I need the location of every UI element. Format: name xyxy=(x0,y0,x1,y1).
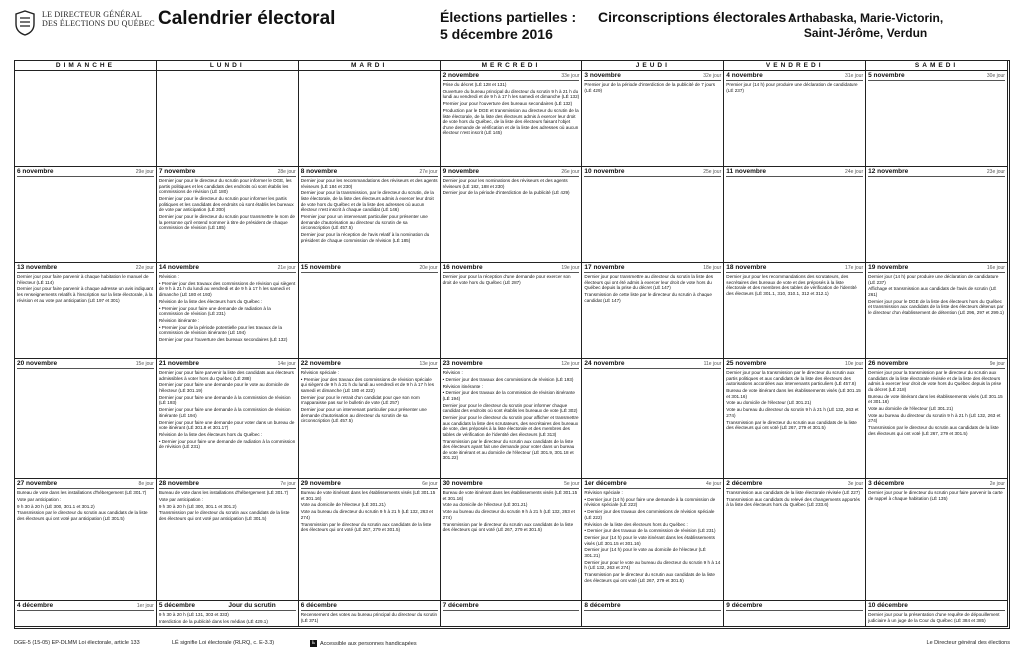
calendar-day-cell xyxy=(299,359,441,479)
cell-header xyxy=(17,263,154,273)
cell-header xyxy=(443,479,580,489)
event-item: Vote par anticipation : xyxy=(158,496,204,502)
cell-header xyxy=(443,71,580,81)
cell-date: 1er décembre xyxy=(584,480,627,487)
accessible-icon: ♿ xyxy=(311,640,316,646)
election-day-label: Jour du scrutin xyxy=(228,602,276,609)
calendar-day-cell xyxy=(582,479,724,601)
event-item: Dernier jour pour la réception de l'avis relatif à la nomination du président de chaque commission de révision (LÉ 185) xyxy=(300,231,430,243)
cell-date: 30 novembre xyxy=(442,480,483,487)
cell-header xyxy=(17,359,154,369)
event-item: Dernier jour pour les recommandations des réviseurs et des agents réviseurs (LÉ 184 et 230) xyxy=(300,178,438,189)
calendar-day-cell xyxy=(724,167,866,263)
event-item: Dernier jour de la période d'interdiction de la publicité (LÉ 429) xyxy=(442,190,570,196)
cell-header xyxy=(726,167,863,177)
day-header: VENDREDI xyxy=(724,61,866,71)
calendar-day-cell xyxy=(582,167,724,263)
event-item: Prise du décret (LÉ 128 et 131) xyxy=(442,82,507,87)
event-item: Vote au bureau du directeur du scrutin 9 h à 21 h (LÉ 132, 263 et 274) xyxy=(868,412,1001,424)
event-item: Bureau de vote dans les installations d'hébergement (LÉ 301.7) xyxy=(158,490,289,495)
cell-header xyxy=(584,479,721,489)
cell-date: 26 novembre xyxy=(868,360,909,367)
cell-header xyxy=(443,263,580,273)
cell-header xyxy=(301,601,438,611)
cell-header xyxy=(584,167,721,177)
cell-date: 8 décembre xyxy=(584,602,621,609)
cell-header xyxy=(159,167,296,177)
countdown-day: 15e jour xyxy=(135,361,154,367)
event-item: Dernier jour pour faire une demande à la commission de révision itinérante (LÉ 194) xyxy=(158,407,291,418)
event-item: Dernier jour (14 h) pour produire une déclaration de candidature (LÉ 237) xyxy=(868,274,999,285)
event-item: Vote au bureau du directeur du scrutin 9 h à 21 h (LÉ 132, 263 et 274) xyxy=(300,509,433,520)
event-item: Dernier jour pour l'ouverture des bureaux secondaires (LÉ 132) xyxy=(158,337,288,343)
event-item: Transmission par le directeur du scrutin aux candidats de la liste des électeurs qui ont voté par anticipation (LÉ 301.5) xyxy=(17,510,148,521)
countdown-day: 9e jour xyxy=(989,361,1005,367)
event-item: Dernier jour pour faire une demande pour voter dans un bureau de vote itinérant (LÉ 301.8 et 301.17) xyxy=(158,419,295,431)
organization-line-1: LE DIRECTEUR GÉNÉRAL xyxy=(42,10,142,19)
cell-events xyxy=(17,274,154,303)
event-item: Transmission par le directeur du scrutin aux candidats de la liste des électeurs qui ont voté (LÉ 267, 279 et 301.5) xyxy=(300,521,432,533)
page-header xyxy=(0,0,1024,56)
cell-events xyxy=(301,612,438,623)
cell-date: 6 novembre xyxy=(17,168,54,175)
countdown-day: 3e jour xyxy=(847,481,864,487)
countdown-day: 30e jour xyxy=(986,73,1005,79)
event-item: Premier jour de la période d'interdiction de la publicité de 7 jours (LÉ 429) xyxy=(584,82,716,93)
cell-events xyxy=(301,178,438,243)
countdown-day: 19e jour xyxy=(561,265,580,271)
calendar-grid xyxy=(14,60,1010,629)
countdown-day: 17e jour xyxy=(845,265,864,271)
cell-date: 4 décembre xyxy=(17,602,54,609)
event-item: Dernier jour (14 h) pour le vote itinérant dans les établissements visés (LÉ 301.15 et 301.16) xyxy=(584,535,715,546)
form-code: DGE-5 (15-05) EP-DLMM Loi électorale, article 133 xyxy=(14,640,140,646)
calendar-day-cell xyxy=(441,71,583,167)
cell-header xyxy=(159,359,296,369)
event-item: Transmission par le directeur du scrutin aux candidats de la liste des électeurs qui ont voté (LÉ 267, 279 et 301.5) xyxy=(868,425,999,436)
cell-header xyxy=(443,601,580,611)
ridings-line-1: Arthabaska, Marie-Victorin, xyxy=(788,11,944,25)
event-item: Révision spéciale : xyxy=(584,490,623,495)
event-item: Dernier jour (14 h) pour le vote au domicile de l'électeur (LÉ 301.21) xyxy=(584,547,706,559)
event-item: • Dernier jour pour faire une demande de radiation à la commission de révision (LÉ 231) xyxy=(158,438,296,450)
event-item: Transmission aux candidats du relevé des changements apportés à la liste des électeurs hors du Québec (LÉ 233.6) xyxy=(726,496,860,508)
day-header: JEUDI xyxy=(582,61,724,71)
event-item: Dernier jour pour les recommandations des scrutateurs, des secrétaires des bureaux de vote et des préposés à la liste électorale et des membres des tables de vérification de l'identité des électeurs (LÉ 301.1, 310, 310.1, 312 et 312.1) xyxy=(726,274,857,296)
cell-date: 19 novembre xyxy=(868,264,909,271)
event-item: Vote au domicile de l'électeur (LÉ 301.21) xyxy=(300,502,386,508)
organization-line-2: DES ÉLECTIONS DU QUÉBEC xyxy=(42,19,155,28)
cell-header xyxy=(868,479,1005,489)
cell-date: 7 décembre xyxy=(442,602,479,609)
calendar-day-cell xyxy=(866,479,1008,601)
cell-events xyxy=(159,612,296,624)
event-item: Dernier jour pour faire parvenir la liste des candidats aux électeurs admissibles à voter hors du Québec (LÉ 288) xyxy=(158,370,294,381)
cell-date: 12 novembre xyxy=(868,168,909,175)
event-item: Premier jour pour un intervenant particulier pour présenter une demande d'autorisation au directeur du scrutin de sa circonscription (LÉ 457.5) xyxy=(300,213,428,231)
cell-header xyxy=(584,71,721,81)
cell-date: 20 novembre xyxy=(17,360,58,367)
footer-organization: Le Directeur général des élections xyxy=(926,640,1010,646)
cell-date: 28 novembre xyxy=(158,480,199,487)
cell-date: 7 novembre xyxy=(158,168,196,175)
cell-date: 29 novembre xyxy=(300,480,341,487)
cell-events xyxy=(868,274,1005,316)
event-item: Transmission aux candidats de la liste électorale révisée (LÉ 227) xyxy=(726,490,860,495)
cell-header xyxy=(584,263,721,273)
cell-header xyxy=(868,601,1005,611)
cell-header xyxy=(17,479,154,489)
event-item: Ouverture du bureau principal du directeur du scrutin 9 h à 21 h du lundi au vendredi et de 9 h à 17 h les samedi et dimanche (LÉ 132) xyxy=(442,88,580,100)
calendar-day-cell xyxy=(15,71,157,167)
countdown-day: 31e jour xyxy=(845,73,864,79)
cell-date: 17 novembre xyxy=(584,264,625,271)
accessibility-note: Accessible aux personnes handicapées xyxy=(320,640,417,647)
accessibility-legend xyxy=(310,640,417,647)
event-item: Vote au domicile de l'électeur (LÉ 301.21) xyxy=(726,400,812,406)
calendar-day-cell xyxy=(866,71,1008,167)
cell-events xyxy=(301,490,438,533)
event-item: • Dernier jour des travaux de la commission de révision (LÉ 231) xyxy=(584,528,716,534)
countdown-day: 12e jour xyxy=(561,361,580,367)
cell-header xyxy=(17,167,154,177)
day-header: SAMEDI xyxy=(866,61,1008,71)
event-item: Dernier jour pour le directeur du scrutin pour afficher et transmettre aux candidats la liste des scrutateurs, des secrétaires des bureaux de vote, des préposés à la liste électorale et des membres des tables de vérification de l'identité des électeurs (LÉ 313) xyxy=(442,415,579,437)
countdown-day: 22e jour xyxy=(135,265,154,271)
cell-date: 9 décembre xyxy=(726,602,763,609)
cell-header xyxy=(443,359,580,369)
cell-date: 21 novembre xyxy=(158,360,199,367)
event-item: Dernier jour pour faire parvenir à chaque adresse un avis indiquant les renseignements relatifs à l'inscription sur la liste électorale, à la révision et au vote par anticipation (LÉ 197 et 301) xyxy=(17,286,154,303)
event-item: Dernier jour pour la transmission par le directeur du scrutin aux candidats de la liste électorale révisée et de la liste des électeurs admis à exercer leur droit de vote hors du Québec depuis la prise du décret (LÉ 218) xyxy=(868,370,1002,392)
event-item: Dernier jour pour le directeur du scrutin pour informer chaque candidat des endroits où sont établis les bureaux de vote (LÉ 302) xyxy=(442,402,578,414)
event-item: Production par le DGE et transmission au directeur du scrutin de la liste électorale, de la liste des électeurs admis à exercer leur droit de vote hors du Québec, de la liste des électeurs faisant l'objet d'une demande de vérification et de la liste des adresses où aucun électeur n'est inscrit (LÉ 145) xyxy=(442,107,579,136)
event-item: 9 h 30 à 20 h (LÉ 300, 301.1 et 301.2) xyxy=(17,503,95,509)
day-header: MERCREDI xyxy=(441,61,583,71)
cell-header xyxy=(726,479,863,489)
event-item: Bureau de vote itinérant dans les établissements visés (LÉ 301.15 et 301.16) xyxy=(300,490,436,501)
cell-date: 5 novembre xyxy=(868,72,905,79)
cell-events xyxy=(159,274,296,343)
calendar-day-cell xyxy=(157,359,299,479)
event-item: Dernier jour pour faire parvenir à chaque habitation le manuel de l'électeur (LÉ 114) xyxy=(17,274,149,285)
event-item: Affichage et transmission aux candidats de l'avis de scrutin (LÉ 261) xyxy=(868,286,997,297)
cell-header xyxy=(301,167,438,177)
elections-date: 5 décembre 2016 xyxy=(440,26,553,42)
countdown-day: 13e jour xyxy=(419,361,438,367)
cell-events xyxy=(726,490,863,508)
cell-events xyxy=(159,370,296,450)
ridings-names xyxy=(788,11,943,41)
calendar-day-cell xyxy=(441,167,583,263)
cell-date: 15 novembre xyxy=(300,264,341,271)
calendar-day-cell xyxy=(866,359,1008,479)
cell-header xyxy=(301,263,438,273)
cell-events xyxy=(726,82,863,93)
cell-date: 10 décembre xyxy=(868,602,908,609)
cell-events xyxy=(443,82,580,136)
countdown-day: 23e jour xyxy=(986,169,1005,175)
cell-date: 27 novembre xyxy=(17,480,58,487)
calendar-day-cell xyxy=(724,71,866,167)
calendar-day-cell xyxy=(724,479,866,601)
cell-events xyxy=(443,274,580,285)
calendar-day-cell xyxy=(157,167,299,263)
cell-date: 4 novembre xyxy=(726,72,763,79)
event-item: • Premier jour de la période potentielle pour les travaux de la commission de révision itinérante (LÉ 194) xyxy=(158,324,283,336)
countdown-day: 7e jour xyxy=(280,481,296,487)
event-item: Révision de la liste des électeurs hors du Québec : xyxy=(584,521,688,527)
calendar-day-cell xyxy=(724,359,866,479)
event-item: Bureau de vote itinérant dans les établissements visés (LÉ 301.15 et 301.16) xyxy=(442,490,578,501)
calendar-day-cell xyxy=(724,601,866,627)
calendar-day-cell xyxy=(299,71,441,167)
countdown-day: 2e jour xyxy=(989,481,1005,487)
event-item: Dernier jour pour la réception d'une demande pour exercer son droit de vote hors du Québec (LÉ 287) xyxy=(442,274,571,285)
organization-name xyxy=(42,10,155,28)
event-item: Transmission par le directeur du scrutin aux candidats de la liste des électeurs qui ont voté (LÉ 267, 279 et 301.5) xyxy=(584,572,715,583)
cell-header xyxy=(159,263,296,273)
ridings-line-2: Saint-Jérôme, Verdun xyxy=(803,26,928,40)
event-item: Premier jour (14 h) pour produire une déclaration de candidature (LÉ 237) xyxy=(726,82,858,93)
countdown-day: 20e jour xyxy=(419,265,438,271)
calendar-day-cell xyxy=(15,601,157,627)
cell-date: 3 novembre xyxy=(584,72,621,79)
cell-date: 3 décembre xyxy=(868,480,905,487)
cell-date: 10 novembre xyxy=(584,168,625,175)
countdown-day: 18e jour xyxy=(703,265,722,271)
event-item: Dernier jour pour le directeur du scrutin pour informer les partis politiques et les candidats des endroits où sont établis les bureaux de vote par anticipation (LÉ 300) xyxy=(158,195,294,213)
event-item: • Premier jour des travaux des commissions de révision spéciale qui siègent de 9 h à 21 h du lundi au vendredi et de 9 h à 17 h les samedi et dimanche (LÉ 180 et 222) xyxy=(300,376,435,393)
countdown-day: 24e jour xyxy=(845,169,864,175)
countdown-day: 6e jour xyxy=(422,481,438,487)
cell-events xyxy=(443,178,580,196)
cell-header xyxy=(868,263,1005,273)
cell-events xyxy=(17,490,154,522)
calendar-day-cell xyxy=(582,71,724,167)
event-item: • Dernier jour des travaux des commissions de révision spéciale (LÉ 222) xyxy=(584,509,715,520)
countdown-day: 29e jour xyxy=(135,169,154,175)
cell-date: 24 novembre xyxy=(584,360,625,367)
calendar-day-cell xyxy=(441,263,583,359)
event-item: Révision : xyxy=(442,370,463,375)
calendar-day-cell xyxy=(15,263,157,359)
calendar-day-cell xyxy=(582,359,724,479)
cell-header xyxy=(726,359,863,369)
cell-date: 9 novembre xyxy=(442,168,480,175)
cell-header xyxy=(868,71,1005,81)
countdown-day: 11e jour xyxy=(703,361,722,367)
event-item: Dernier jour pour le directeur du scrutin pour transmettre le nom de la personne qu'il entend nommer à titre de président de chaque commission de révision (LÉ 185) xyxy=(158,213,295,231)
event-item: Bureau de vote itinérant dans les établissements visés (LÉ 301.15 et 301.16) xyxy=(868,393,1003,405)
event-item: Dernier jour pour faire une demande à la commission de révision (LÉ 193) xyxy=(158,394,291,406)
calendar-day-cell xyxy=(15,479,157,601)
event-item: Bureau de vote dans les installations d'hébergement (LÉ 301.7) xyxy=(17,490,147,495)
calendar-day-cell xyxy=(441,479,583,601)
calendar-day-cell xyxy=(157,601,299,627)
le-abbreviation-note: LÉ signifie Loi électorale (RLRQ, c. E-3.3) xyxy=(172,640,275,646)
day-header: DIMANCHE xyxy=(15,61,157,71)
cell-header xyxy=(301,479,438,489)
event-item: Vote au bureau du directeur du scrutin 9 h à 21 h (LÉ 132, 263 et 274) xyxy=(726,407,859,418)
cell-date: 25 novembre xyxy=(726,360,767,367)
cell-date: 8 novembre xyxy=(300,168,338,175)
cell-date: 22 novembre xyxy=(300,360,341,367)
elections-heading xyxy=(440,9,576,43)
event-item: Transmission par le directeur du scrutin aux candidats de la liste des électeurs qui ont voté par anticipation (LÉ 301.5) xyxy=(158,510,290,521)
day-header: MARDI xyxy=(299,61,441,71)
countdown-day: 5e jour xyxy=(564,481,580,487)
day-header: LUNDI xyxy=(157,61,299,71)
cell-events xyxy=(159,490,296,522)
cell-header xyxy=(584,359,721,369)
page-title: Calendrier électoral xyxy=(158,8,336,29)
countdown-day: 33e jour xyxy=(561,73,580,79)
event-item: • Premier jour pour faire une demande de radiation à la commission de révision (LÉ 231) xyxy=(158,305,271,317)
event-item: Dernier jour pour transmettre au directeur du scrutin la liste des électeurs qui ont été admis à exercer leur droit de vote hors du Québec depuis la prise du décret (LÉ 147) xyxy=(584,274,714,291)
countdown-day: 8e jour xyxy=(138,481,154,487)
calendar-day-cell xyxy=(299,601,441,627)
calendar-day-cell xyxy=(866,263,1008,359)
countdown-day: 4e jour xyxy=(705,481,722,487)
cell-date: 5 décembre xyxy=(158,602,195,609)
event-item: Transmission par le directeur du scrutin aux candidats de la liste des électeurs qui ont voté (LÉ 267, 279 et 301.5) xyxy=(726,419,857,431)
cell-events xyxy=(726,274,863,296)
calendar-day-cell xyxy=(15,167,157,263)
cell-events xyxy=(868,370,1005,436)
countdown-day: 16e jour xyxy=(986,265,1005,271)
calendar-day-cell xyxy=(299,167,441,263)
countdown-day: 27e jour xyxy=(419,169,438,175)
cell-header xyxy=(868,359,1005,369)
countdown-day: 1er jour xyxy=(136,603,154,609)
event-item: Révision de la liste des électeurs hors du Québec : xyxy=(158,298,263,304)
cell-events xyxy=(868,490,1005,501)
event-item: Dernier jour pour les nominations des réviseurs et des agents réviseurs (LÉ 182, 188 et 230) xyxy=(442,178,568,189)
event-item: Transmission par le directeur du scrutin aux candidats de la liste des électeurs qui ont voté (LÉ 267, 279 et 301.5) xyxy=(442,521,574,533)
calendar-day-cell xyxy=(299,263,441,359)
event-item: Transmission par le directeur du scrutin aux candidats de la liste des électeurs ayant fait une demande pour voter dans un bureau de vote itinérant et au domicile de l'électeur (LÉ 301.9, 301.18 et 301.22) xyxy=(442,438,575,461)
event-item: Vote au domicile de l'électeur (LÉ 301.21) xyxy=(868,405,954,411)
event-item: Révision itinérante : xyxy=(158,317,200,323)
cell-header xyxy=(726,601,863,611)
cell-header xyxy=(726,263,863,273)
cell-date: 11 novembre xyxy=(726,168,767,175)
cell-events xyxy=(443,370,580,461)
countdown-day: 28e jour xyxy=(277,169,296,175)
event-item: Premier jour pour l'ouverture des bureaux secondaires (LÉ 132) xyxy=(442,101,573,107)
cell-events xyxy=(726,370,863,431)
dge-logo-icon xyxy=(14,10,36,36)
cell-header xyxy=(443,167,580,177)
event-item: Révision itinérante : xyxy=(442,383,483,389)
cell-date: 6 décembre xyxy=(300,602,337,609)
cell-events xyxy=(159,178,296,231)
event-item: Vote par anticipation : xyxy=(17,496,62,502)
event-item: Vote au bureau du directeur du scrutin 9 h à 21 h (LÉ 132, 263 et 274) xyxy=(442,509,575,520)
calendar-day-cell xyxy=(441,601,583,627)
calendar-day-cell xyxy=(866,167,1008,263)
countdown-day: 14e jour xyxy=(277,361,296,367)
cell-header xyxy=(301,359,438,369)
cell-events xyxy=(301,370,438,424)
cell-date: 2 novembre xyxy=(442,72,480,79)
cell-events xyxy=(443,490,580,533)
event-item: • Dernier jour des travaux des commissions de révision (LÉ 193) xyxy=(442,376,574,382)
cell-header xyxy=(868,167,1005,177)
calendar-day-cell xyxy=(157,479,299,601)
event-item: Dernier jour pour le directeur du scrutin pour informer le DGE, les partis politiques et les candidats des endroits où sont établis les commissions de révision (LÉ 180) xyxy=(158,178,292,195)
event-item: • Dernier jour (14 h) pour faire une demande à la commission de révision spéciale (LÉ 222) xyxy=(584,496,716,508)
cell-date: 13 novembre xyxy=(17,264,58,271)
event-item: Dernier jour pour la transmission par le directeur du scrutin aux partis politiques et aux candidats de la liste des électeurs des autorisations accordées aux intervenants particuliers (LÉ 457.8) xyxy=(726,370,856,387)
event-item: Dernier jour pour faire une demande pour le vote au domicile de l'électeur (LÉ 301.19) xyxy=(158,382,290,393)
cell-header xyxy=(584,601,721,611)
countdown-day: 21e jour xyxy=(277,265,296,271)
ridings-label: Circonscriptions électorales : xyxy=(598,9,795,25)
cell-date: 16 novembre xyxy=(442,264,483,271)
event-item: Transmission de cette liste par le directeur du scrutin à chaque candidat (LÉ 147) xyxy=(584,291,712,303)
event-item: Dernier jour pour la transmission, par le directeur du scrutin, de la liste électorale, de la liste des électeurs admis à exercer leur droit de vote hors du Québec et de la liste des adresses où aucun électeur n'est inscrit à chaque candidat (LÉ 146) xyxy=(300,190,434,213)
calendar-day-cell xyxy=(441,359,583,479)
event-item: Dernier jour pour le DGE de la liste des électeurs hors du Québec et transmission aux candidats de la liste des électeurs détenus par le directeur d'un établissement de détention (LÉ 296, 297 et 299.1) xyxy=(868,298,1004,315)
event-item: 9 h 30 à 20 h (LÉ 300, 301.1 et 301.2) xyxy=(158,503,237,509)
cell-date: 18 novembre xyxy=(726,264,767,271)
event-item: • Dernier jour des travaux de la commission de révision itinérante (LÉ 194) xyxy=(442,390,575,401)
cell-events xyxy=(584,490,721,583)
event-item: Bureau de vote itinérant dans les établissements visés (LÉ 301.15 et 301.16) xyxy=(726,387,861,399)
calendar-day-cell xyxy=(582,263,724,359)
event-item: Interdiction de la publicité dans les médias (LÉ 429.1) xyxy=(158,618,268,624)
calendar-day-cell xyxy=(299,479,441,601)
event-item: Dernier jour pour un intervenant particulier pour présenter une demande d'autorisation au directeur du scrutin de sa circonscription (LÉ 457.5) xyxy=(300,407,427,424)
event-item: Révision spéciale : xyxy=(300,370,340,375)
event-item: Recensement des votes au bureau principal du directeur du scrutin (LÉ 371) xyxy=(300,612,438,623)
calendar-day-cell xyxy=(15,359,157,479)
event-item: Dernier jour pour la présentation d'une requête de dépouillement judiciaire à un juge de la Cour du Québec (LÉ 384 et 385) xyxy=(868,612,1000,623)
event-item: • Premier jour des travaux des commissions de révision qui siègent de 9 h à 21 h du lundi au vendredi et de 9 h à 17 h les samedi et dimanche (LÉ 180 et 193) xyxy=(158,280,296,297)
cell-header xyxy=(159,479,296,489)
cell-header xyxy=(17,601,154,611)
cell-events xyxy=(584,274,721,303)
event-item: Vote au domicile de l'électeur (LÉ 301.21) xyxy=(442,502,528,508)
event-item: Dernier jour pour le retrait d'un candidat pour que son nom n'apparaisse pas sur le bulletin de vote (LÉ 257) xyxy=(300,394,420,406)
calendar-day-cell xyxy=(157,71,299,167)
countdown-day: 26e jour xyxy=(561,169,580,175)
countdown-day: 32e jour xyxy=(703,73,722,79)
event-item: Dernier jour pour le directeur du scrutin pour faire parvenir la carte de rappel à chaque habitation (LÉ 135) xyxy=(868,490,1003,501)
cell-header xyxy=(726,71,863,81)
calendar-day-cell xyxy=(724,263,866,359)
countdown-day: 25e jour xyxy=(703,169,722,175)
cell-events xyxy=(584,82,721,93)
cell-events xyxy=(868,612,1005,623)
calendar-day-cell xyxy=(866,601,1008,627)
cell-date: 14 novembre xyxy=(158,264,199,271)
event-item: 9 h 30 à 20 h (LÉ 131, 303 et 333) xyxy=(158,612,229,617)
calendar-day-cell xyxy=(582,601,724,627)
cell-date: 2 décembre xyxy=(726,480,763,487)
cell-date: 23 novembre xyxy=(442,360,483,367)
elections-type: Élections partielles : xyxy=(440,9,577,25)
event-item: Révision de la liste des électeurs hors du Québec : xyxy=(158,431,263,437)
event-item: Révision : xyxy=(158,274,180,279)
calendar-day-cell xyxy=(157,263,299,359)
event-item: Dernier jour pour le vote au bureau du directeur du scrutin 9 h à 14 h (LÉ 132, 263 et 274) xyxy=(584,559,721,571)
countdown-day: 10e jour xyxy=(845,361,864,367)
cell-header xyxy=(159,601,296,611)
